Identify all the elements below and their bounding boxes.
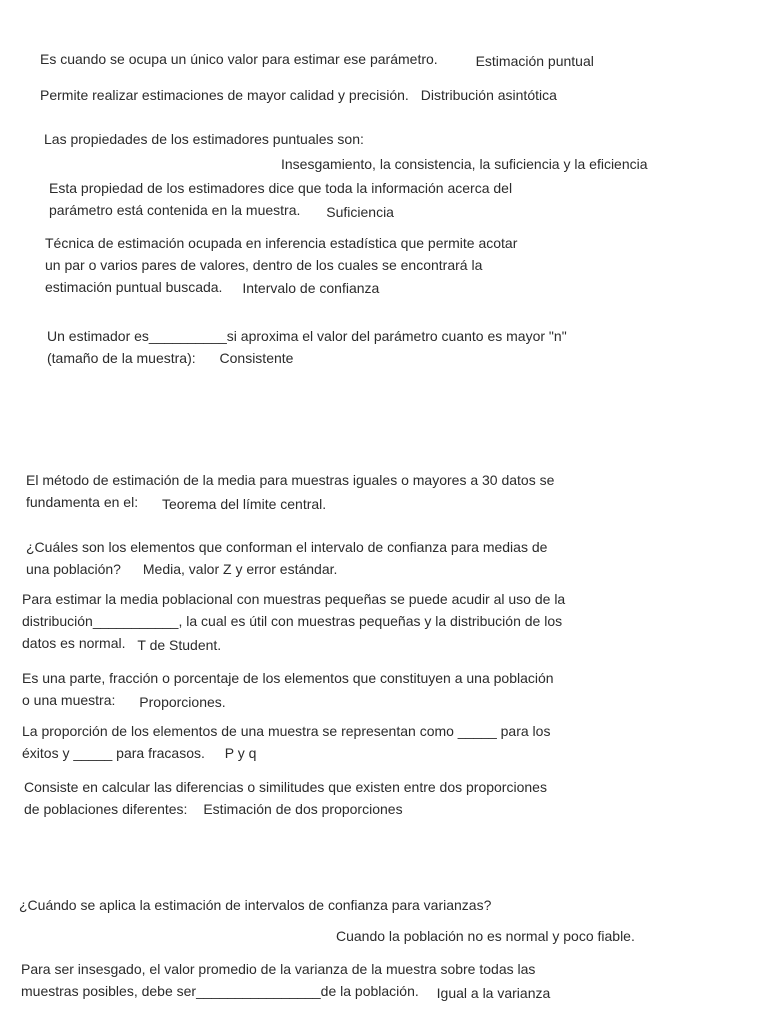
qa-item-11 xyxy=(22,720,550,764)
question-line-with-answer xyxy=(22,632,565,654)
qa-item-3 xyxy=(44,128,364,150)
question-line: datos es normal. xyxy=(22,635,126,651)
answer-text: Intervalo de confianza xyxy=(242,280,380,296)
question-line-with-answer xyxy=(49,199,512,221)
question-line: ¿Cuándo se aplica la estimación de intervalos de confianza para varianzas? xyxy=(19,897,492,913)
answer-text: Estimación puntual xyxy=(475,53,594,69)
qa-item-1 xyxy=(40,48,594,70)
question-line: Esta propiedad de los estimadores dice que toda la información acerca del xyxy=(49,180,513,196)
question-line-with-answer xyxy=(24,798,547,820)
question-line: una población? xyxy=(26,561,121,577)
question-line-with-answer xyxy=(26,491,554,513)
answer-text: Media, valor Z y error estándar. xyxy=(142,561,338,577)
qa-item-8 xyxy=(26,536,547,580)
question-line-with-answer xyxy=(22,742,550,764)
question-line: Técnica de estimación ocupada en inferencia estadística que permite acotar xyxy=(45,235,518,251)
question-line: parámetro está contenida en la muestra. xyxy=(49,202,301,218)
question-line-with-answer xyxy=(22,689,554,711)
answer-text: P y q xyxy=(224,745,257,761)
answer-text: Igual a la varianza xyxy=(436,985,551,1001)
qa-item-6 xyxy=(47,325,567,369)
answer-text: Cuando la población no es normal y poco fiable. xyxy=(336,928,635,944)
question-line: o una muestra: xyxy=(22,692,116,708)
answer-text: Teorema del límite central. xyxy=(161,496,327,512)
question-line: éxitos y _____ para fracasos. xyxy=(22,745,205,761)
question-line: Para ser insesgado, el valor promedio de la varianza de la muestra sobre todas las xyxy=(21,961,536,977)
answer-text: Suficiencia xyxy=(326,204,394,220)
question-line: La proporción de los elementos de una muestra se representan como _____ para los xyxy=(22,723,551,739)
question-line: Un estimador es__________si aproxima el valor del parámetro cuanto es mayor "n" xyxy=(47,328,567,344)
question-line: de poblaciones diferentes: xyxy=(24,801,188,817)
qa-item-13 xyxy=(19,894,491,916)
question-line: un par o varios pares de valores, dentro de los cuales se encontrará la xyxy=(45,257,483,273)
qa-item-14 xyxy=(21,958,550,1002)
qa-item-9 xyxy=(22,588,565,654)
question-line: Es cuando se ocupa un único valor para estimar ese parámetro. xyxy=(40,51,438,67)
answer-text: Distribución asintótica xyxy=(420,87,557,103)
question-line-with-answer xyxy=(26,558,547,580)
qa-item-10 xyxy=(22,667,554,711)
question-line: distribución___________, la cual es útil con muestras pequeñas y la distribución de los xyxy=(22,613,563,629)
qa-item-7 xyxy=(26,469,554,513)
question-line: muestras posibles, debe ser________________de la población. xyxy=(21,983,419,999)
question-line-with-answer xyxy=(45,276,517,298)
question-line: Las propiedades de los estimadores puntuales son: xyxy=(44,131,364,147)
question-line: (tamaño de la muestra): xyxy=(47,350,196,366)
qa-item-12 xyxy=(24,776,547,820)
qa-item-2 xyxy=(40,84,557,106)
qa-item-4 xyxy=(49,177,512,221)
answer-text: Proporciones. xyxy=(139,694,226,710)
question-line: Consiste en calcular las diferencias o similitudes que existen entre dos proporciones xyxy=(24,779,547,795)
question-line-with-answer xyxy=(21,980,550,1002)
answer-text: Estimación de dos proporciones xyxy=(203,801,403,817)
question-text xyxy=(40,48,594,70)
answer-text: T de Student. xyxy=(137,637,222,653)
question-line: Permite realizar estimaciones de mayor calidad y precisión. xyxy=(40,87,409,103)
question-line: El método de estimación de la media para muestras iguales o mayores a 30 datos se xyxy=(26,472,555,488)
question-text xyxy=(40,84,557,106)
question-line: estimación puntual buscada. xyxy=(45,279,223,295)
question-line: Es una parte, fracción o porcentaje de los elementos que constituyen a una población xyxy=(22,670,554,686)
answer-text: Consistente xyxy=(219,350,294,366)
qa-item-5 xyxy=(45,232,517,298)
question-line: ¿Cuáles son los elementos que conforman el intervalo de confianza para medias de xyxy=(26,539,548,555)
question-line: fundamenta en el: xyxy=(26,494,139,510)
answer-text: Insesgamiento, la consistencia, la suficiencia y la eficiencia xyxy=(281,156,648,172)
question-line: Para estimar la media poblacional con muestras pequeñas se puede acudir al uso de la xyxy=(22,591,566,607)
question-line-with-answer xyxy=(47,347,567,369)
